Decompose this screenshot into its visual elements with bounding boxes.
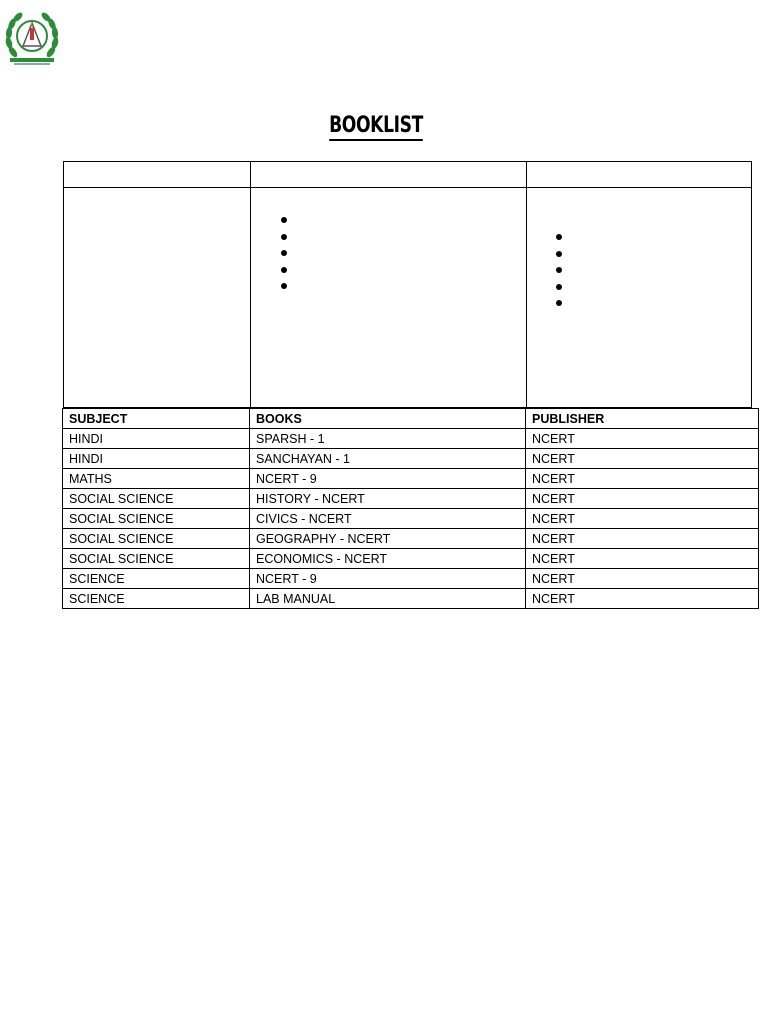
cell-publisher: NCERT <box>526 449 759 469</box>
page-title <box>83 113 670 138</box>
cell-subject: SOCIAL SCIENCE <box>63 489 250 509</box>
cell-publisher: NCERT <box>526 529 759 549</box>
header-subject: SUBJECT <box>63 409 250 429</box>
bullet-point <box>281 250 287 256</box>
bullet-point <box>281 234 287 240</box>
header-publisher: PUBLISHER <box>526 409 759 429</box>
bullet-point <box>556 234 562 240</box>
table-row <box>63 469 759 489</box>
table-row <box>63 569 759 589</box>
cell-book: ECONOMICS - NCERT <box>250 549 526 569</box>
table-row <box>63 529 759 549</box>
bullet-point <box>281 217 287 223</box>
cell-subject: SOCIAL SCIENCE <box>63 509 250 529</box>
booklist-table <box>62 408 759 609</box>
bullet-point <box>556 284 562 290</box>
bullet-list-books <box>281 217 287 300</box>
cell-publisher: NCERT <box>526 509 759 529</box>
table-row <box>63 429 759 449</box>
table-row <box>63 509 759 529</box>
cell-book: NCERT - 9 <box>250 569 526 589</box>
cell-subject: SCIENCE <box>63 569 250 589</box>
bullet-point <box>556 300 562 306</box>
cell-publisher: NCERT <box>526 569 759 589</box>
bullet-list-publisher <box>556 234 562 317</box>
table-row <box>63 549 759 569</box>
cell-subject: SOCIAL SCIENCE <box>63 549 250 569</box>
table-row <box>63 589 759 609</box>
cell-book: HISTORY - NCERT <box>250 489 526 509</box>
bullet-point <box>556 251 562 257</box>
cell-book: CIVICS - NCERT <box>250 509 526 529</box>
cell-publisher: NCERT <box>526 589 759 609</box>
cell-subject: MATHS <box>63 469 250 489</box>
booklist-title: BOOKLIST <box>329 113 423 141</box>
frame-column-divider <box>526 162 527 407</box>
cell-book: NCERT - 9 <box>250 469 526 489</box>
cell-publisher: NCERT <box>526 429 759 449</box>
cell-book: SPARSH - 1 <box>250 429 526 449</box>
cell-book: LAB MANUAL <box>250 589 526 609</box>
cell-subject: SOCIAL SCIENCE <box>63 529 250 549</box>
table-row <box>63 489 759 509</box>
table-row <box>63 449 759 469</box>
cell-subject: SCIENCE <box>63 589 250 609</box>
bullet-point <box>281 283 287 289</box>
empty-frame-table <box>63 161 752 408</box>
cell-subject: HINDI <box>63 429 250 449</box>
cell-subject: HINDI <box>63 449 250 469</box>
frame-divider <box>64 187 751 188</box>
frame-column-divider <box>250 162 251 407</box>
cell-publisher: NCERT <box>526 469 759 489</box>
table-header-row <box>63 409 759 429</box>
cell-publisher: NCERT <box>526 549 759 569</box>
bullet-point <box>281 267 287 273</box>
cell-book: GEOGRAPHY - NCERT <box>250 529 526 549</box>
cell-book: SANCHAYAN - 1 <box>250 449 526 469</box>
cell-publisher: NCERT <box>526 489 759 509</box>
header-books: BOOKS <box>250 409 526 429</box>
school-logo <box>4 8 60 68</box>
bullet-point <box>556 267 562 273</box>
